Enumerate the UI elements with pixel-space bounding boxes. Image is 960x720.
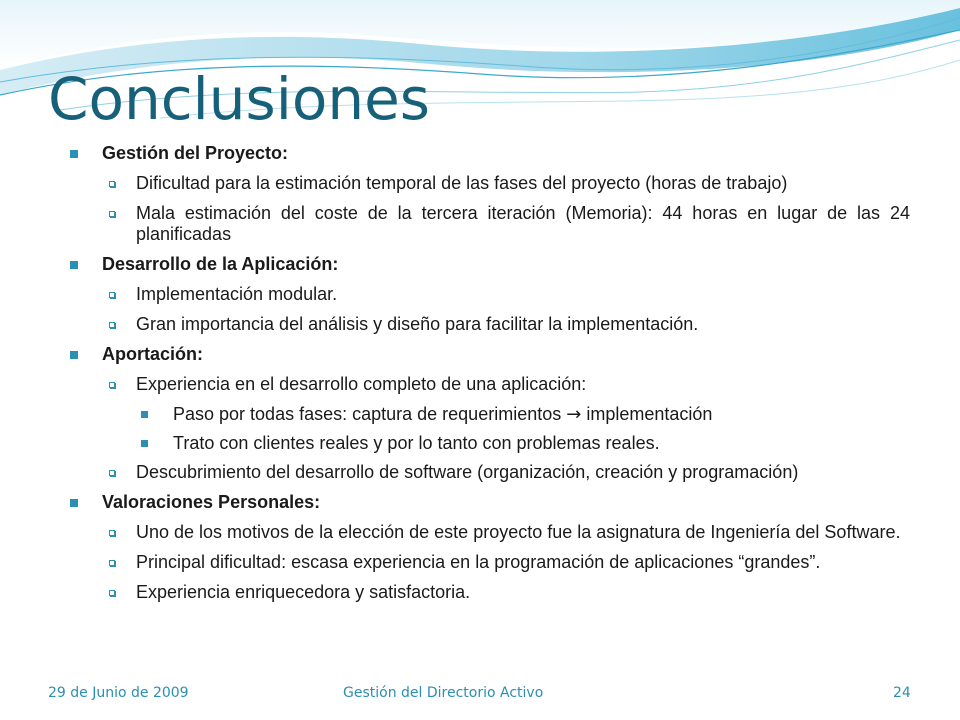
slide-content [0, 143, 960, 612]
hollow-square-bullet-icon [109, 322, 115, 328]
bullet-level2 [136, 314, 910, 335]
square-bullet-icon [70, 351, 78, 359]
footer-page-number: 24 [893, 685, 911, 701]
bullet-text: Paso por todas fases: captura de requerimientos [173, 404, 562, 424]
bullet-text: Experiencia enriquecedora y satisfactoria. [136, 582, 471, 602]
hollow-square-bullet-icon [109, 470, 115, 476]
bullet-level2 [136, 284, 910, 305]
square-bullet-icon [141, 440, 148, 447]
bullet-text: Experiencia en el desarrollo completo de una aplicación: [136, 374, 587, 394]
hollow-square-bullet-icon [109, 211, 115, 217]
slide-title: Conclusiones [48, 65, 430, 133]
bullet-level2 [136, 462, 910, 483]
bullet-level1 [102, 143, 920, 164]
bullet-text: Aportación: [102, 344, 203, 364]
footer-presentation-title: Gestión del Directorio Activo [343, 685, 544, 701]
square-bullet-icon [70, 261, 78, 269]
bullet-level2 [136, 552, 910, 573]
hollow-square-bullet-icon [109, 590, 115, 596]
hollow-square-bullet-icon [109, 560, 115, 566]
bullet-text: Mala estimación del coste de la tercera iteración (Memoria): 44 horas en lugar de las 24 planificadas [136, 203, 910, 244]
hollow-square-bullet-icon [109, 292, 115, 298]
bullet-level3 [173, 433, 910, 454]
bullet-level2 [136, 582, 910, 603]
square-bullet-icon [70, 499, 78, 507]
bullet-text: Trato con clientes reales y por lo tanto con problemas reales. [173, 433, 660, 453]
bullet-text: implementación [586, 404, 713, 424]
bullet-text: Desarrollo de la Aplicación: [102, 254, 339, 274]
bullet-level3 [173, 404, 910, 425]
bullet-text: Dificultad para la estimación temporal de las fases del proyecto (horas de trabajo) [136, 173, 788, 193]
bullet-level2 [136, 522, 910, 543]
bullet-level1 [102, 492, 920, 513]
hollow-square-bullet-icon [109, 530, 115, 536]
hollow-square-bullet-icon [109, 382, 115, 388]
bullet-text: Uno de los motivos de la elección de este proyecto fue la asignatura de Ingeniería del Software. [136, 522, 901, 542]
bullet-level1 [102, 254, 920, 275]
bullet-level2 [136, 203, 910, 245]
square-bullet-icon [70, 150, 78, 158]
hollow-square-bullet-icon [109, 181, 115, 187]
bullet-text: Principal dificultad: escasa experiencia en la programación de aplicaciones “grandes”. [136, 552, 821, 572]
bullet-text: Gestión del Proyecto: [102, 143, 289, 163]
square-bullet-icon [141, 411, 148, 418]
right-arrow-icon: → [566, 404, 582, 425]
bullet-text: Implementación modular. [136, 284, 338, 304]
bullet-text: Gran importancia del análisis y diseño para facilitar la implementación. [136, 314, 699, 334]
bullet-level2 [136, 173, 910, 194]
bullet-text: Valoraciones Personales: [102, 492, 321, 512]
bullet-text: Descubrimiento del desarrollo de software (organización, creación y programación) [136, 462, 799, 482]
bullet-level2 [136, 374, 910, 395]
footer-date: 29 de Junio de 2009 [48, 685, 189, 701]
bullet-level1 [102, 344, 920, 365]
